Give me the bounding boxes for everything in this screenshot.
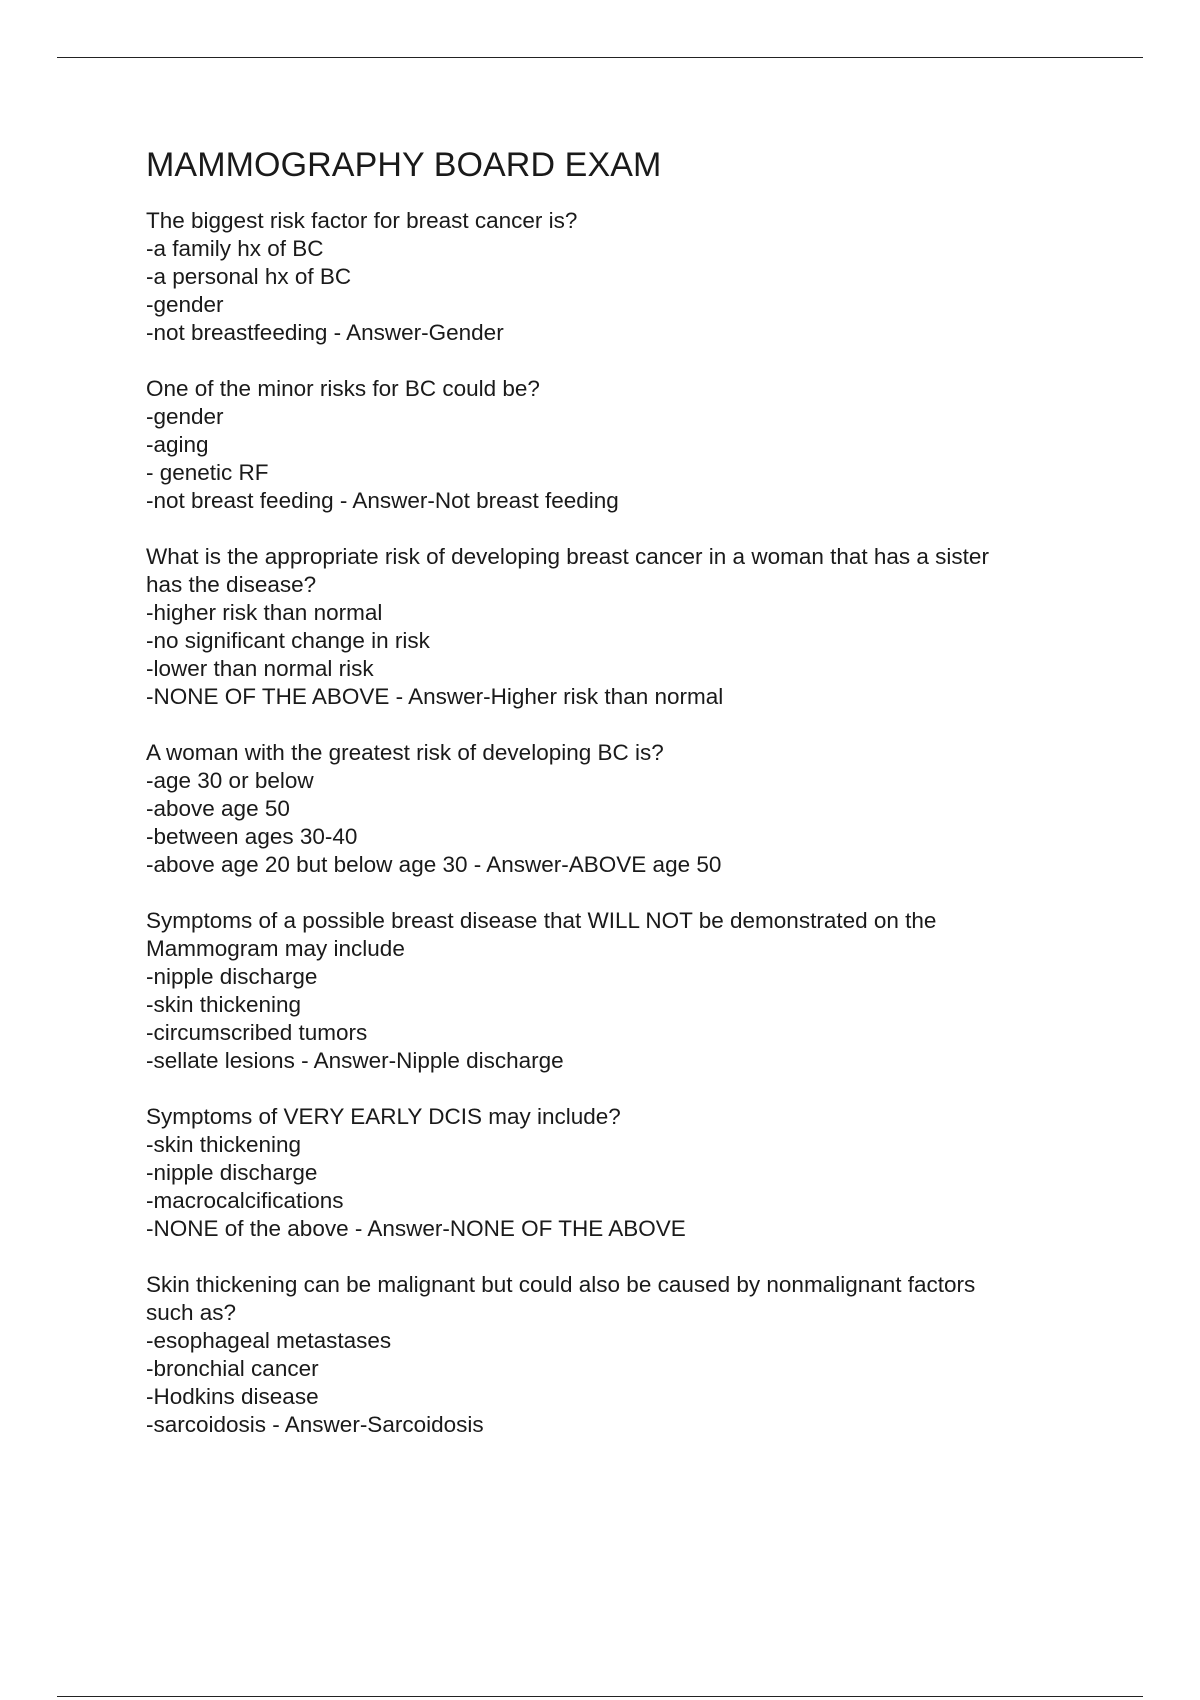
answer-option: -nipple discharge: [146, 1160, 318, 1185]
answer-option: -gender: [146, 404, 224, 429]
question-block: [146, 1271, 1086, 1439]
answer-option: -not breastfeeding - Answer-Gender: [146, 320, 504, 345]
question-text: One of the minor risks for BC could be?: [146, 376, 540, 401]
answer-option: -lower than normal risk: [146, 656, 374, 681]
answer-option: -between ages 30-40: [146, 824, 358, 849]
answer-option: -above age 50: [146, 796, 290, 821]
answer-option: -not breast feeding - Answer-Not breast feeding: [146, 488, 619, 513]
answer-option: -higher risk than normal: [146, 600, 383, 625]
answer-option: -skin thickening: [146, 992, 302, 1017]
question-block: [146, 1103, 1086, 1243]
answer-option: -no significant change in risk: [146, 628, 430, 653]
question-text: Symptoms of VERY EARLY DCIS may include?: [146, 1104, 621, 1129]
question-text: Mammogram may include: [146, 936, 405, 961]
answer-option: - genetic RF: [146, 460, 269, 485]
question-text: Symptoms of a possible breast disease that WILL NOT be demonstrated on the: [146, 908, 937, 933]
footer-rule: [57, 1696, 1143, 1697]
answer-option: -skin thickening: [146, 1132, 302, 1157]
question-text: such as?: [146, 1300, 237, 1325]
answer-option: -gender: [146, 292, 224, 317]
question-block: [146, 907, 1086, 1075]
answer-option: -NONE OF THE ABOVE - Answer-Higher risk than normal: [146, 684, 724, 709]
answer-option: -above age 20 but below age 30 - Answer-ABOVE age 50: [146, 852, 722, 877]
question-text: What is the appropriate risk of developing breast cancer in a woman that has a sister: [146, 544, 989, 569]
question-text: Skin thickening can be malignant but could also be caused by nonmalignant factors: [146, 1272, 976, 1297]
answer-option: -nipple discharge: [146, 964, 318, 989]
answer-option: -age 30 or below: [146, 768, 314, 793]
question-block: [146, 739, 1086, 879]
question-text: A woman with the greatest risk of developing BC is?: [146, 740, 664, 765]
answer-option: -a family hx of BC: [146, 236, 324, 261]
answer-option: -a personal hx of BC: [146, 264, 352, 289]
question-block: [146, 207, 1086, 347]
answer-option: -esophageal metastases: [146, 1328, 392, 1353]
question-text: has the disease?: [146, 572, 317, 597]
question-block: [146, 543, 1086, 711]
answer-option: -macrocalcifications: [146, 1188, 344, 1213]
question-block: [146, 375, 1086, 515]
answer-option: -Hodkins disease: [146, 1384, 319, 1409]
document-body: [146, 143, 1086, 1467]
header-rule: [57, 57, 1143, 58]
document-title: MAMMOGRAPHY BOARD EXAM: [146, 146, 662, 184]
answer-option: -NONE of the above - Answer-NONE OF THE ABOVE: [146, 1216, 686, 1241]
answer-option: -sarcoidosis - Answer-Sarcoidosis: [146, 1412, 484, 1437]
answer-option: -sellate lesions - Answer-Nipple discharge: [146, 1048, 564, 1073]
answer-option: -aging: [146, 432, 209, 457]
answer-option: -bronchial cancer: [146, 1356, 319, 1381]
answer-option: -circumscribed tumors: [146, 1020, 368, 1045]
question-text: The biggest risk factor for breast cancer is?: [146, 208, 578, 233]
